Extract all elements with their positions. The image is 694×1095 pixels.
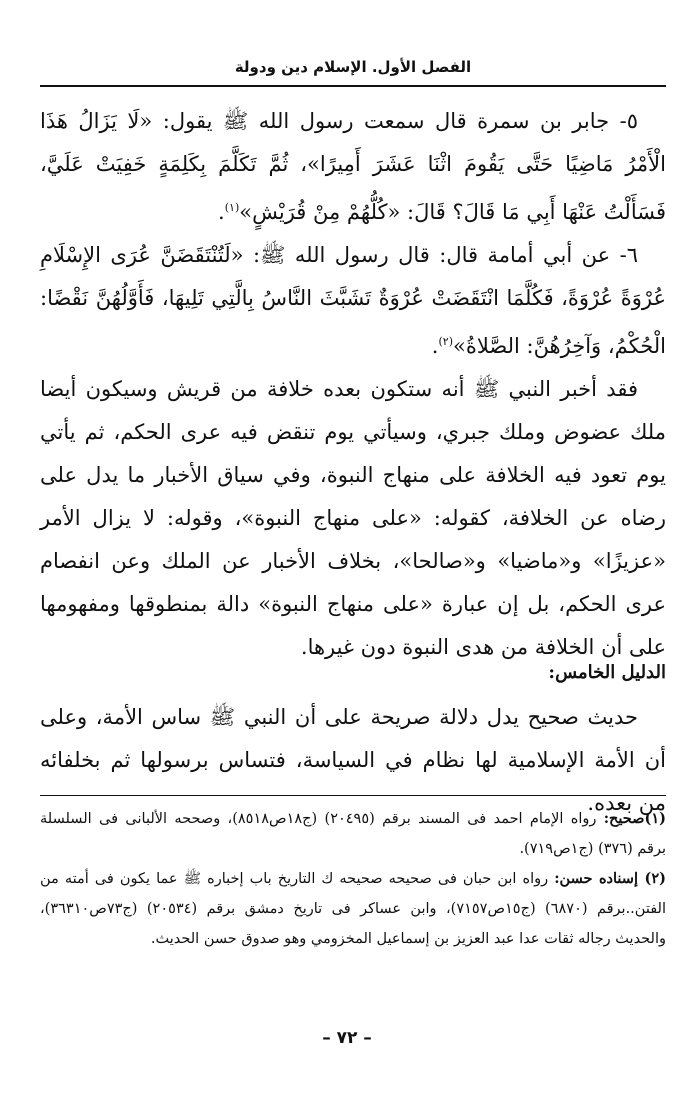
footnote-1-text: رواه الإمام احمد فى المسند برقم (٢٠٤٩٥) (ج١٨ص٨٥١٨)، وصححه الألبانى فى السلسلة برقم (٣٧٦) (ج١ص٧١٩). — [40, 811, 666, 857]
footnote-2-label: (٢) إسناده حسن: — [554, 870, 666, 887]
footnote-2-text: رواه ابن حبان فى صحيحه صحيحه ك التاريخ باب إخباره ﷺ عما يكون فى أمته من الفتن..برقم (٦٨٧٠) (ج١٥ص٧١٥٧)، وابن عساكر فى تاريخ دمشق برقم (٢٠٥٣٤) (ج٧٣ص٣٦٣١٠)، والحديث رجاله ثقات عدا عبد العزيز بن إسماعيل المخزومي وهو صدوق حسن الحديث. — [40, 871, 666, 947]
hadith-5-text: «لَا يَزَالُ هَذَا الْأَمْرُ مَاضِيًا حَتَّى يَقُومَ اثْنَا عَشَرَ أَمِيرًا»، ثُمَّ تَكَلَّمَ بِكَلِمَةٍ خَفِيَتْ عَلَيَّ، فَسَأَلْتُ عَنْهَا أَبِي مَا قَالَ؟ قَالَ: «كُلُّهُمْ مِنْ قُرَيْشٍ» — [40, 109, 666, 224]
footnote-ref-2[interactable]: (٢) — [438, 335, 453, 348]
hadith-6-end: . — [431, 334, 439, 358]
commentary-text: أنه ستكون بعده خلافة من قريش وسيكون أيضا ملك عضوض وملك جبري، وسيأتي يوم تنقض فيه عرى الحكم، ثم يأتي يوم تعود فيه الخلافة على منهاج النبوة، وفي سياق الأخبار ما يدل على رضاه عن الخلافة، كقوله: «على منهاج النبوة»، وقوله: لا يزال الأمر «عزيزًا» و«ماضيا» و«صالحا»، بخلاف الأخبار عن الملك وعن انفصام عرى الحكم، بل إن عبارة «على منهاج النبوة» دالة بمنطوقها ومفهومها على أن الخلافة من هدى النبوة دون غيرها. — [40, 377, 666, 659]
hadith-5-end: . — [218, 200, 225, 224]
header-divider — [40, 85, 666, 87]
hadith-5-lead: ٥- جابر بن سمرة قال سمعت رسول الله ﷺ يقول: — [162, 109, 638, 133]
commentary-paragraph — [40, 368, 666, 669]
hadith-6-text: «لَتُنْتَقَضَنَّ عُرَى الإِسْلَامِ عُرْوَةً عُرْوَةً، فَكُلَّمَا انْتَقَضَتْ عُرْوَةٌ تَشَبَّثَ النَّاسُ بِالَّتِي تَلِيهَا، فَأَوَّلُهُنَّ نَقْضًا: الْحُكْمُ، وَآخِرُهُنَّ: الصَّلاةُ» — [40, 243, 666, 358]
footnote-1 — [40, 804, 666, 864]
hadith-6-lead: ٦- عن أبي أمامة قال: قال رسول الله ﷺ: — [252, 243, 638, 267]
footnote-divider — [40, 795, 666, 796]
page-number: – ٧٢ – — [322, 1028, 372, 1048]
commentary-lead: فقد أخبر النبي ﷺ — [473, 377, 638, 401]
footnote-ref-1[interactable]: (١) — [224, 201, 240, 214]
footnote-2 — [40, 864, 666, 954]
section-heading: الدليل الخامس: — [548, 662, 666, 683]
hadith-5 — [40, 100, 666, 234]
footnote-1-label: (١)صحيح: — [603, 810, 666, 827]
running-header: الفصل الأول. الإسلام دين ودولة — [234, 58, 472, 76]
main-text — [40, 100, 666, 669]
footnotes — [40, 804, 666, 954]
section-paragraph: حديث صحيح يدل دلالة صريحة على أن النبي ﷺ ساس الأمة، وعلى أن الأمة الإسلامية لها نظام في السياسة، فتساس برسولها ثم بخلفائه من بعده. — [40, 705, 666, 815]
hadith-6 — [40, 234, 666, 368]
